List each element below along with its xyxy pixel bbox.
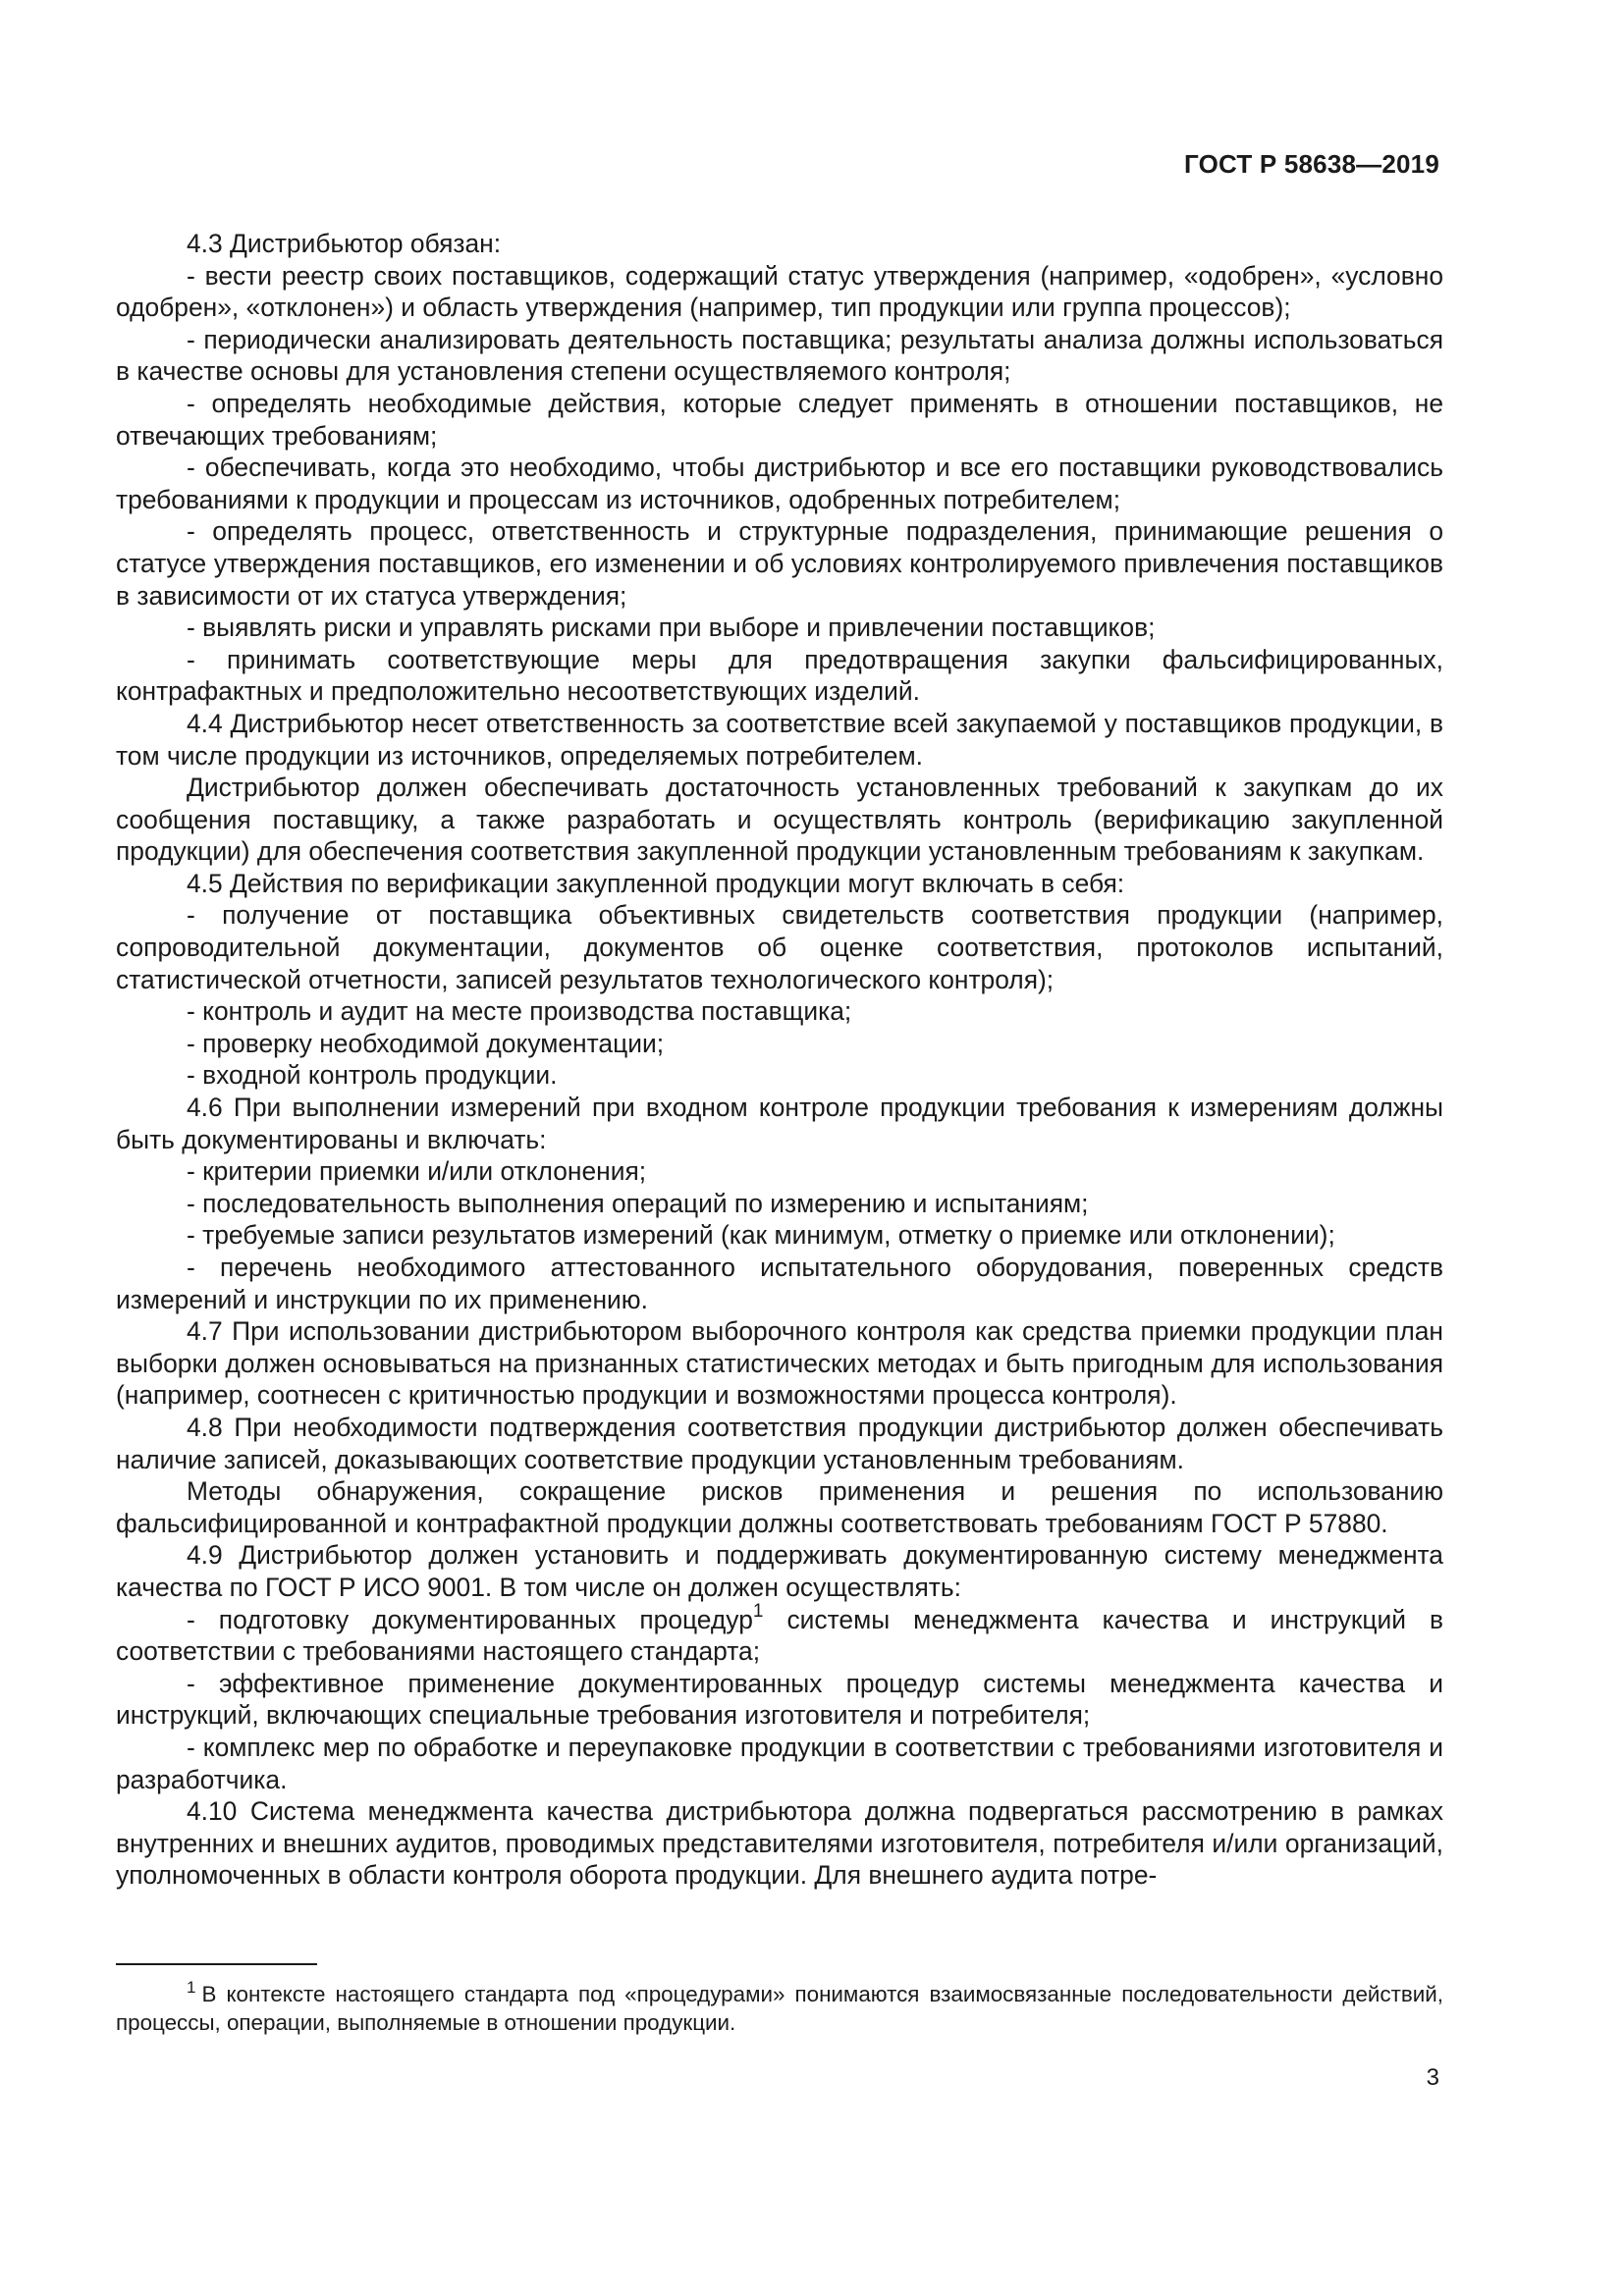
list-item: - перечень необходимого аттестованного испытательного оборудования, поверенных средств измерений и инструкции по их применению. <box>116 1253 1443 1314</box>
list-item: - определять необходимые действия, которые следует применять в отношении поставщиков, не отвечающих требованиям; <box>116 388 1443 451</box>
list-item: - определять процесс, ответственность и структурные подразделения, принимающие решения о статусе утверждения поставщиков, его изменении и об условиях контролируемого привлечения поставщиков в зависимости от их статуса утверждения; <box>116 516 1443 611</box>
list-item: - последовательность выполнения операций по измерению и испытаниям; <box>187 1188 1089 1218</box>
list-item: - контроль и аудит на месте производства поставщика; <box>187 996 852 1027</box>
list-item: - принимать соответствующие меры для предотвращения закупки фальсифицированных, контрафактных и предположительно несоответствующих изделий. <box>116 644 1443 707</box>
clause-4-10: 4.10 Система менеджмента качества дистрибьютора должна подвергаться рассмотрению в рамках внутренних и внешних аудитов, проводимых представителями изготовителя, потребителя и/или организаций, уполномоченных в области контроля оборота продукции. Для внешнего аудита потре- <box>116 1796 1443 1891</box>
list-item-text: системы менеджмента качества и инструкций в соответствии с требованиями настоящего стандарта; <box>116 1604 1443 1667</box>
list-item-text: - подготовку документированных процедур <box>187 1604 753 1634</box>
list-item: - критерии приемки и/или отклонения; <box>187 1156 647 1187</box>
list-item: - выявлять риски и управлять рисками при выборе и привлечении поставщиков; <box>187 613 1156 643</box>
document-code-header: ГОСТ Р 58638—2019 <box>1184 149 1439 179</box>
list-item: - периодически анализировать деятельность поставщика; результаты анализа должны использоваться в качестве основы для установления степени осуществляемого контроля; <box>116 324 1443 387</box>
footnote-text: В контексте настоящего стандарта под «процедурами» понимаются взаимосвязанные последовательности действий, процессы, операции, выполняемые в отношении продукции. <box>116 1982 1443 2035</box>
list-item: - получение от поставщика объективных свидетельств соответствия продукции (например, сопроводительной документации, документов об оценке соответствия, протоколов испытаний, статистической отчетности, записей результатов технологического контроля); <box>116 900 1443 994</box>
clause-4-8: 4.8 При необходимости подтверждения соответствия продукции дистрибьютор должен обеспечивать наличие записей, доказывающих соответствие продукции установленным требованиям. <box>116 1412 1443 1474</box>
clause-4-5-heading: 4.5 Действия по верификации закупленной продукции могут включать в себя: <box>187 868 1125 898</box>
list-item <box>116 1600 1443 1668</box>
paragraph: Дистрибьютор должен обеспечивать достаточность установленных требований к закупкам до их сообщения поставщику, а также разработать и осуществлять контроль (верификацию закупленной продукции) для обеспечения соответствия закупленной продукции установленным требованиям к закупкам. <box>116 773 1443 867</box>
footnote <box>116 1977 1443 2037</box>
footnote-separator <box>116 1963 317 1965</box>
clause-4-7: 4.7 При использовании дистрибьютором выборочного контроля как средства приемки продукции план выборки должен основываться на признанных статистических методах и быть пригодным для использования (например, соотнесен с критичностью продукции и возможностями процесса контроля). <box>116 1316 1443 1411</box>
footnote-reference[interactable]: 1 <box>752 1600 764 1622</box>
clause-4-3-heading: 4.3 Дистрибьютор обязан: <box>187 229 502 258</box>
list-item: - обеспечивать, когда это необходимо, чтобы дистрибьютор и все его поставщики руководствовались требованиями к продукции и процессам из источников, одобренных потребителем; <box>116 453 1443 514</box>
clause-4-4: 4.4 Дистрибьютор несет ответственность за соответствие всей закупаемой у поставщиков продукции, в том числе продукции из источников, определяемых потребителем. <box>116 708 1443 771</box>
list-item: - комплекс мер по обработке и переупаковке продукции в соответствии с требованиями изготовителя и разработчика. <box>116 1732 1443 1794</box>
list-item: - эффективное применение документированных процедур системы менеджмента качества и инструкций, включающих специальные требования изготовителя и потребителя; <box>116 1668 1443 1731</box>
list-item: - входной контроль продукции. <box>187 1060 558 1091</box>
clause-4-6-heading: 4.6 При выполнении измерений при входном контроле продукции требования к измерениям должны быть документированы и включать: <box>116 1093 1443 1154</box>
paragraph: Методы обнаружения, сокращение рисков применения и решения по использованию фальсифицированной и контрафактной продукции должны соответствовать требованиям ГОСТ Р 57880. <box>116 1476 1443 1538</box>
page-number: 3 <box>1426 2064 1439 2091</box>
list-item: - проверку необходимой документации; <box>187 1028 665 1058</box>
list-item: - вести реестр своих поставщиков, содержащий статус утверждения (например, «одобрен», «условно одобрен», «отклонен») и область утверждения (например, тип продукции или группа процессов); <box>116 260 1443 323</box>
list-item: - требуемые записи результатов измерений (как минимум, отметку о приемке или отклонении); <box>187 1220 1335 1251</box>
clause-4-9-heading: 4.9 Дистрибьютор должен установить и поддерживать документированную систему менеджмента качества по ГОСТ Р ИСО 9001. В том числе он должен осуществлять: <box>116 1540 1443 1602</box>
footnote-marker: 1 <box>187 1977 196 1997</box>
document-body <box>116 228 1443 1892</box>
